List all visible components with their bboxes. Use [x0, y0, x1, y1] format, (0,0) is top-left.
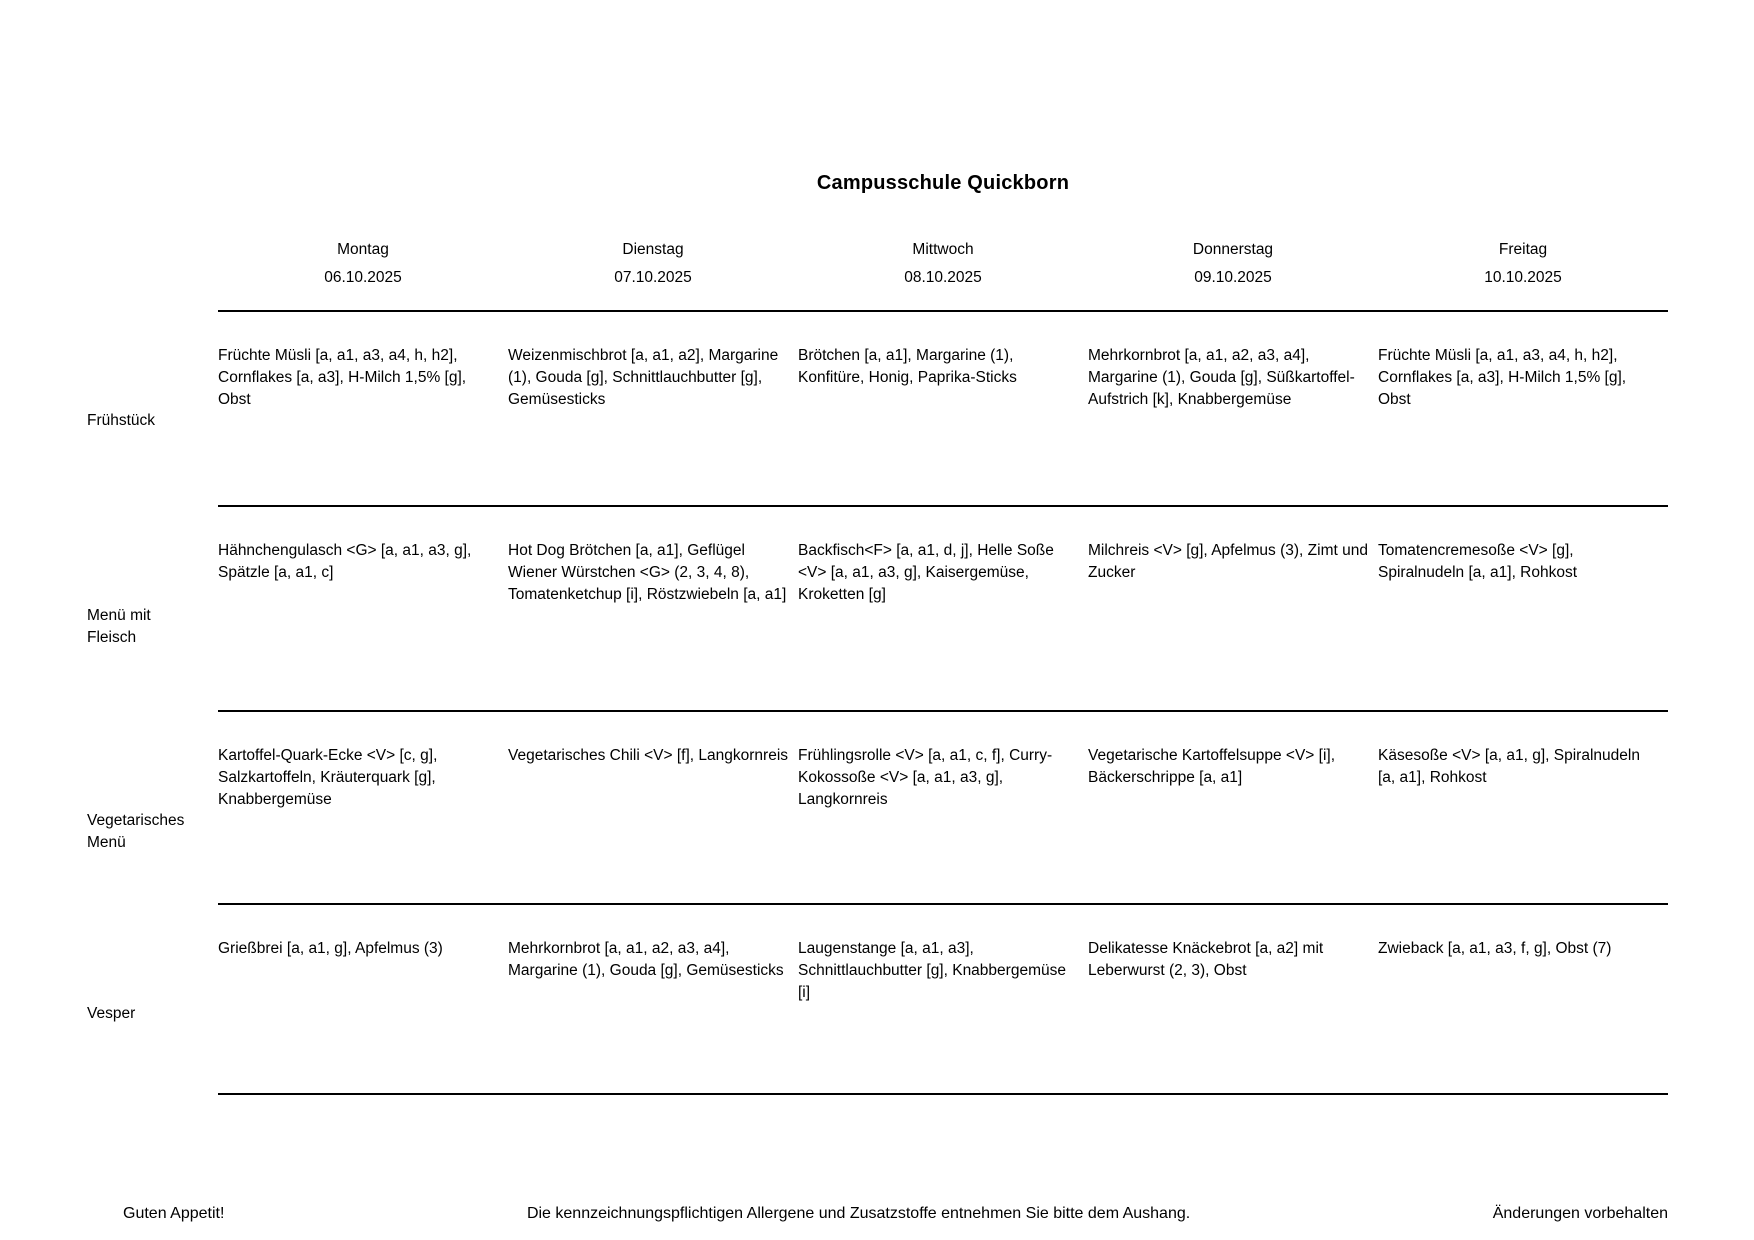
- menu-cell-fleisch-donnerstag: Milchreis <V> [g], Apfelmus (3), Zimt und Zucker: [1088, 505, 1378, 710]
- day-name: Freitag: [1498, 241, 1548, 258]
- menu-cell-fleisch-montag: Hähnchengulasch <G> [a, a1, a3, g], Spätzle [a, a1, c]: [218, 505, 508, 710]
- footer-changes-note: Änderungen vorbehalten: [1492, 1205, 1668, 1222]
- menu-cell-vegetarisch-dienstag: Vegetarisches Chili <V> [f], Langkornreis: [508, 710, 798, 903]
- row-label-vegetarisches-menue: Vegetarisches Menü: [87, 812, 185, 851]
- menu-cell-vesper-montag: Grießbrei [a, a1, g], Apfelmus (3): [218, 903, 508, 1095]
- day-name: Donnerstag: [1192, 241, 1274, 258]
- menu-table: [87, 158, 1668, 1095]
- day-header-wednesday: [798, 232, 1088, 310]
- day-date: 06.10.2025: [324, 269, 402, 286]
- page-title: Campusschule Quickborn: [816, 172, 1070, 194]
- day-header-thursday: [1088, 232, 1378, 310]
- menu-cell-vegetarisch-mittwoch: Frühlingsrolle <V> [a, a1, c, f], Curry-Kokossoße <V> [a, a1, a3, g], Langkornreis: [798, 710, 1088, 903]
- menu-cell-vesper-dienstag: Mehrkornbrot [a, a1, a2, a3, a4], Margarine (1), Gouda [g], Gemüsesticks: [508, 903, 798, 1095]
- menu-cell-fleisch-dienstag: Hot Dog Brötchen [a, a1], Geflügel Wiener Würstchen <G> (2, 3, 4, 8), Tomatenketchup [i], Röstzwiebeln [a, a1]: [508, 505, 798, 710]
- menu-cell-fruehstueck-donnerstag: Mehrkornbrot [a, a1, a2, a3, a4], Margarine (1), Gouda [g], Süßkartoffel- Aufstrich [k], Knabbergemüse: [1088, 310, 1378, 505]
- day-name: Montag: [337, 241, 389, 258]
- footer: [123, 1205, 1668, 1223]
- row-label-vesper: Vesper: [87, 1005, 136, 1022]
- menu-cell-fruehstueck-freitag: Früchte Müsli [a, a1, a3, a4, h, h2], Cornflakes [a, a3], H-Milch 1,5% [g], Obst: [1378, 310, 1668, 505]
- day-name: Dienstag: [622, 241, 684, 258]
- menu-cell-vegetarisch-montag: Kartoffel-Quark-Ecke <V> [c, g], Salzkartoffeln, Kräuterquark [g], Knabbergemüse: [218, 710, 508, 903]
- menu-body: [87, 310, 1668, 1095]
- menu-cell-fruehstueck-montag: Früchte Müsli [a, a1, a3, a4, h, h2], Cornflakes [a, a3], H-Milch 1,5% [g], Obst: [218, 310, 508, 505]
- menu-cell-vegetarisch-freitag: Käsesoße <V> [a, a1, g], Spiralnudeln [a, a1], Rohkost: [1378, 710, 1668, 903]
- day-header-monday: [218, 232, 508, 310]
- menu-cell-vegetarisch-donnerstag: Vegetarische Kartoffelsuppe <V> [i], Bäckerschrippe [a, a1]: [1088, 710, 1378, 903]
- day-header-friday: [1378, 232, 1668, 310]
- day-date: 10.10.2025: [1484, 269, 1562, 286]
- menu-cell-fruehstueck-dienstag: Weizenmischbrot [a, a1, a2], Margarine (1), Gouda [g], Schnittlauchbutter [g], Gemüsesticks: [508, 310, 798, 505]
- menu-cell-fleisch-mittwoch: Backfisch<F> [a, a1, d, j], Helle Soße <V> [a, a1, a3, g], Kaisergemüse, Kroketten [g]: [798, 505, 1088, 710]
- day-date: 07.10.2025: [614, 269, 692, 286]
- menu-cell-vesper-freitag: Zwieback [a, a1, a3, f, g], Obst (7): [1378, 903, 1668, 1095]
- menu-cell-fleisch-freitag: Tomatencremesoße <V> [g], Spiralnudeln [a, a1], Rohkost: [1378, 505, 1668, 710]
- footer-greeting: Guten Appetit!: [123, 1205, 225, 1222]
- footer-allergen-note: Die kennzeichnungspflichtigen Allergene und Zusatzstoffe entnehmen Sie bitte dem Aushang.: [526, 1205, 1191, 1222]
- menu-cell-fruehstueck-mittwoch: Brötchen [a, a1], Margarine (1), Konfitüre, Honig, Paprika-Sticks: [798, 310, 1088, 505]
- menu-cell-vesper-donnerstag: Delikatesse Knäckebrot [a, a2] mit Leberwurst (2, 3), Obst: [1088, 903, 1378, 1095]
- day-date: 08.10.2025: [904, 269, 982, 286]
- menu-cell-vesper-mittwoch: Laugenstange [a, a1, a3], Schnittlauchbutter [g], Knabbergemüse [i]: [798, 903, 1088, 1095]
- row-label-menue-mit-fleisch: Menü mit Fleisch: [87, 607, 151, 646]
- day-header-tuesday: [508, 232, 798, 310]
- day-date: 09.10.2025: [1194, 269, 1272, 286]
- day-header-row: [218, 232, 1668, 310]
- row-label-fruehstueck: Frühstück: [87, 412, 156, 429]
- day-name: Mittwoch: [912, 241, 974, 258]
